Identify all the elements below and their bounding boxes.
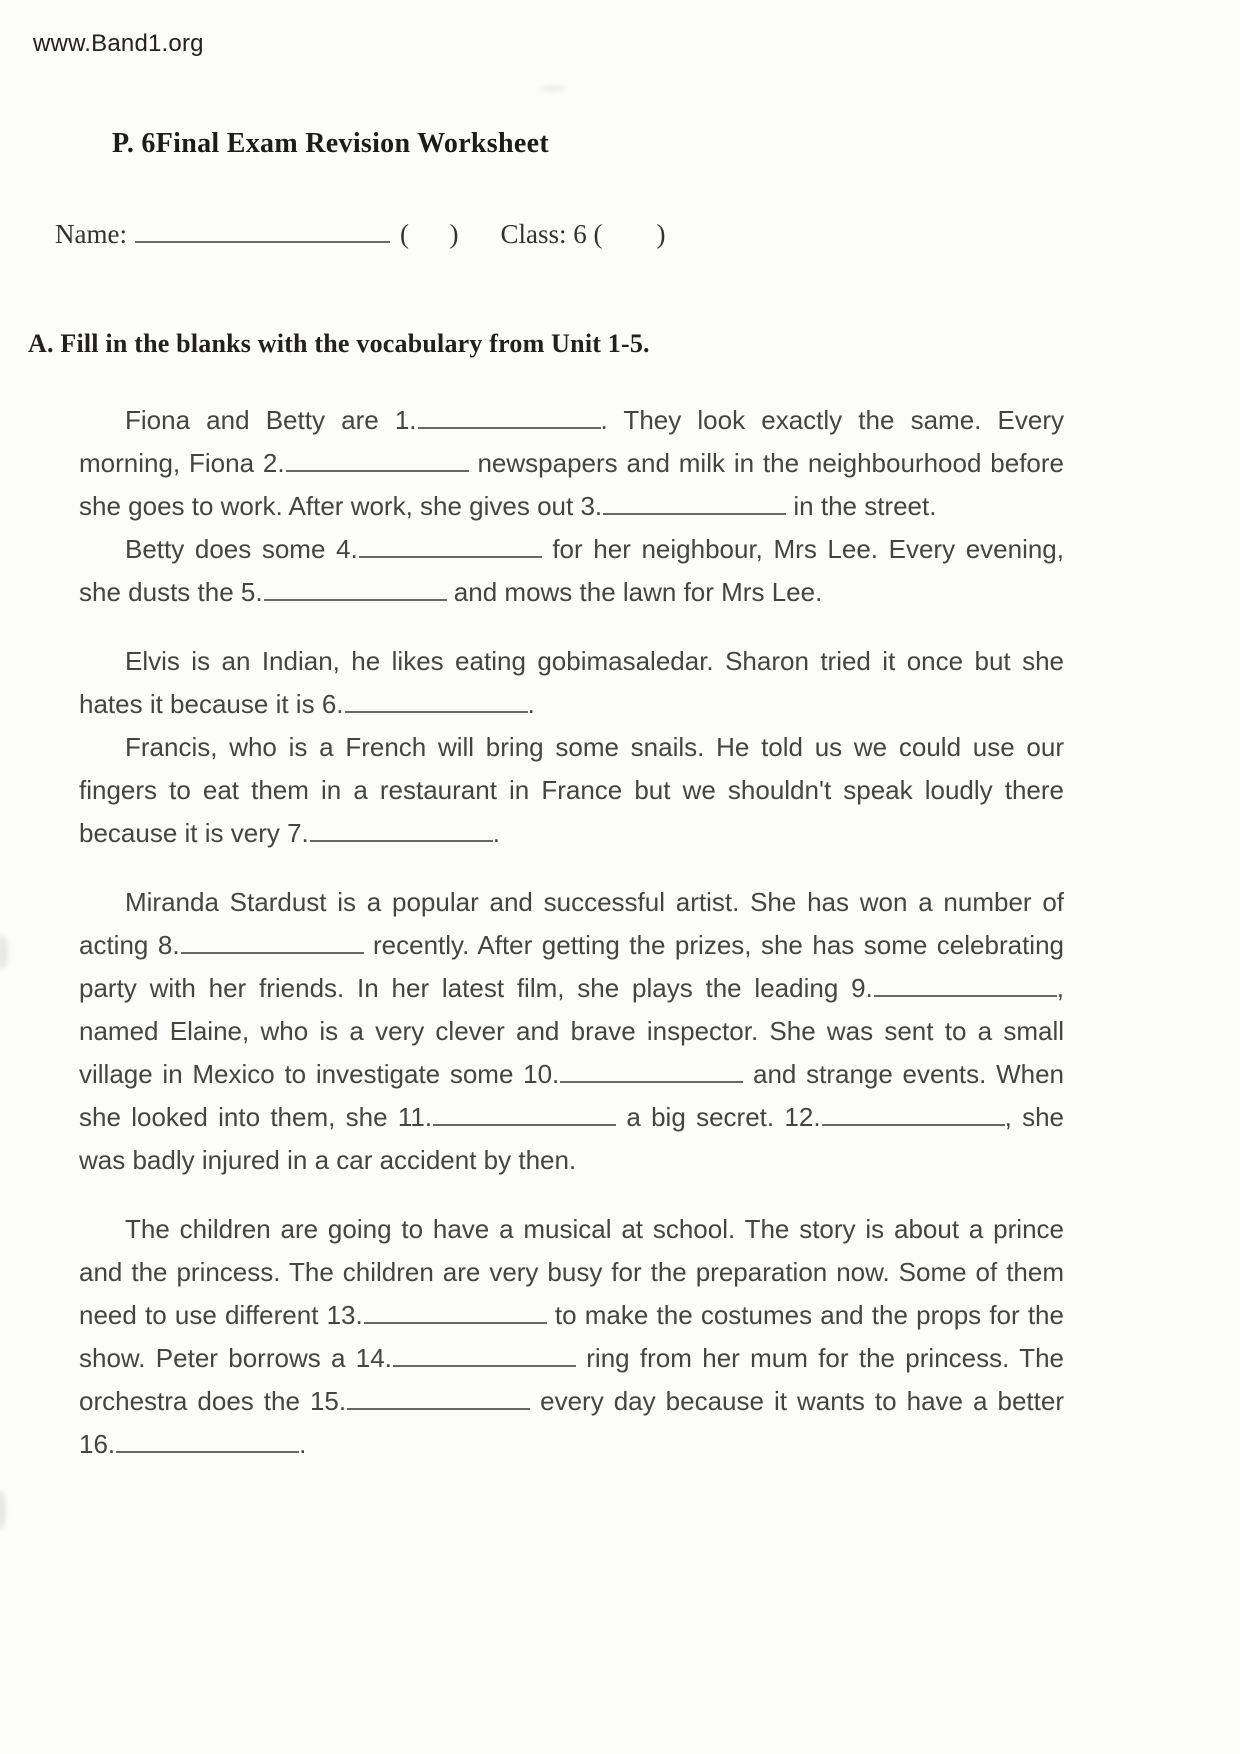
blank-number: 1. — [394, 405, 417, 435]
blank-number: 12. — [784, 1102, 821, 1132]
fill-blank-2 — [263, 448, 469, 478]
blank-line — [264, 595, 447, 601]
blank-line — [560, 1077, 743, 1083]
fill-blank-5 — [241, 577, 447, 607]
blank-line — [345, 707, 528, 713]
blank-line — [347, 1404, 530, 1410]
blank-number: 8. — [157, 930, 180, 960]
blank-line — [603, 509, 786, 515]
paragraph-1: Fiona and Betty are 1. . They look exactly the same. Every morning, Fiona 2. newspapers and milk in the neighbourhood before she goes to work. After work, she gives out 3. in the street. — [79, 405, 1065, 521]
scan-smudge — [0, 1490, 6, 1530]
blank-number: 7. — [287, 818, 309, 848]
blank-line — [433, 1120, 616, 1126]
fill-blank-3 — [580, 491, 786, 521]
blank-number: 2. — [262, 448, 285, 478]
blank-line — [310, 836, 493, 842]
fill-blank-4 — [336, 534, 542, 564]
paragraph-3: Elvis is an Indian, he likes eating gobimasaledar. Sharon tried it once but she hates it because it is 6. . — [79, 646, 1064, 719]
blank-line — [181, 948, 364, 954]
blank-line — [286, 466, 469, 472]
name-blank-line — [135, 217, 390, 243]
fill-blank-11 — [398, 1102, 616, 1132]
paragraph-2: Betty does some 4. for her neighbour, Mrs Lee. Every evening, she dusts the 5. and mows the lawn for Mrs Lee. — [79, 534, 1064, 607]
blank-number: 10. — [523, 1059, 560, 1089]
watermark-url: www.Band1.org — [33, 30, 204, 57]
scan-smudge — [540, 85, 566, 92]
scan-smudge — [0, 935, 8, 969]
paragraph-5: Miranda Stardust is a popular and successful artist. She has won a number of acting 8. recently. After getting the prizes, she has some celebrating party with her friends. In her latest film, she plays the leading 9. , named Elaine, who is a very clever and brave inspector. She was sent to a small village in Mexico to investigate some 10. and strange events. When she looked into them, she 11. a big secret. 12. , she was badly injured in a car accident by then. — [79, 887, 1064, 1175]
fill-blank-14 — [356, 1343, 576, 1373]
fill-blank-13 — [327, 1300, 547, 1330]
name-paren: ( ) — [399, 219, 459, 249]
blank-number: 3. — [580, 491, 603, 521]
blank-line — [874, 991, 1057, 997]
fill-blank-6 — [322, 689, 528, 719]
section-a-heading: A. Fill in the blanks with the vocabulary from Unit 1-5. — [28, 329, 650, 358]
name-label: Name: — [55, 219, 127, 249]
exercise-body — [79, 399, 1064, 1466]
page-title: P. 6Final Exam Revision Worksheet — [112, 128, 549, 159]
fill-blank-9 — [851, 973, 1057, 1003]
fill-blank-1 — [395, 405, 601, 435]
blank-line — [116, 1447, 299, 1453]
fill-blank-16 — [79, 1429, 299, 1459]
blank-line — [822, 1120, 1005, 1126]
fill-blank-15 — [310, 1386, 530, 1416]
paragraph-6: The children are going to have a musical at school. The story is about a prince and the princess. The children are very busy for the preparation now. Some of them need to use different 13. to make the costumes and the props for the show. Peter borrows a 14. ring from her mum for the princess. The orchestra does the 15. every day because it wants to have a better 16. . — [79, 1214, 1064, 1459]
blank-line — [418, 423, 601, 429]
blank-number: 5. — [240, 577, 263, 607]
fill-blank-10 — [523, 1059, 743, 1089]
blank-number: 14. — [355, 1343, 392, 1373]
blank-line — [393, 1361, 576, 1367]
blank-number: 13. — [326, 1300, 363, 1330]
blank-number: 16. — [79, 1429, 116, 1459]
blank-line — [364, 1318, 547, 1324]
blank-line — [359, 552, 542, 558]
class-label: Class: 6 ( ) — [500, 219, 666, 249]
name-class-row — [28, 186, 1240, 281]
blank-number: 4. — [336, 534, 358, 564]
fill-blank-8 — [158, 930, 364, 960]
paragraph-4: Francis, who is a French will bring some snails. He told us we could use our fingers to eat them in a restaurant in France but we shouldn't speak loudly there because it is very 7. . — [79, 732, 1064, 848]
blank-number: 6. — [321, 689, 344, 719]
blank-number: 15. — [309, 1386, 347, 1416]
blank-number: 11. — [397, 1102, 433, 1132]
fill-blank-12 — [784, 1102, 1004, 1132]
fill-blank-7 — [287, 818, 493, 848]
blank-number: 9. — [851, 973, 873, 1003]
